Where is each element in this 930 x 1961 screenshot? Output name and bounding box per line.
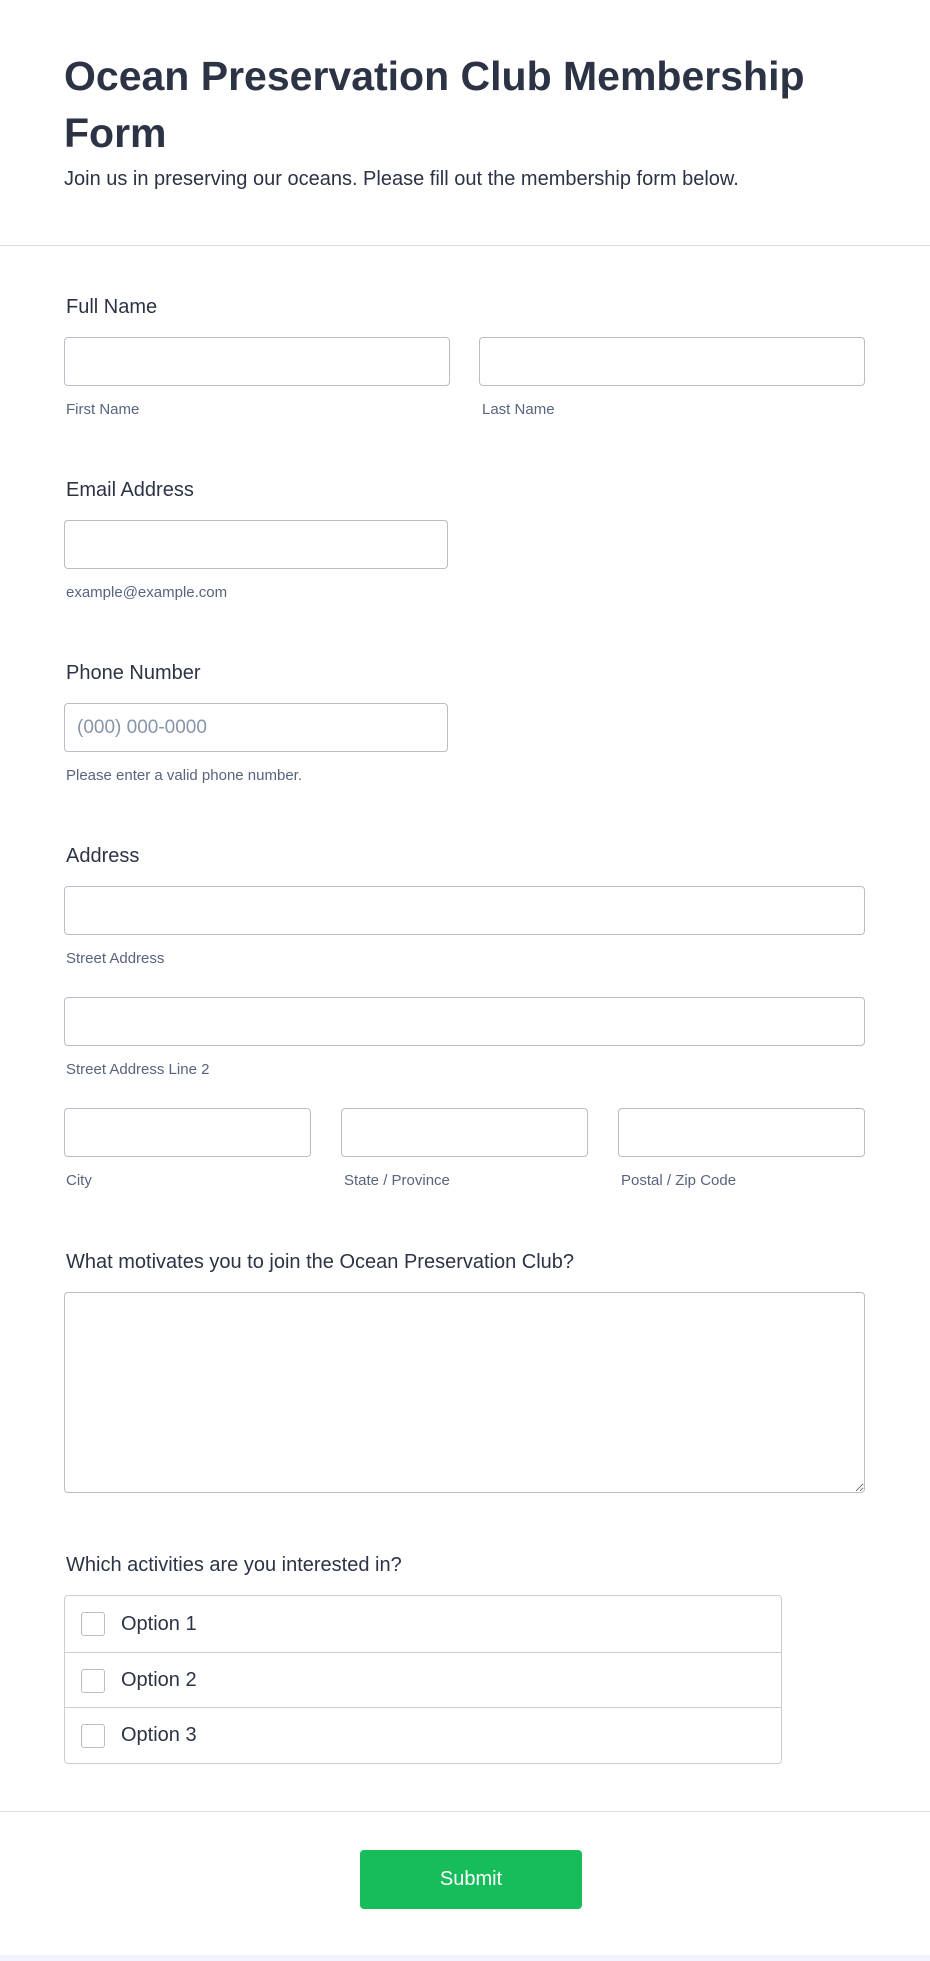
full-name-label: Full Name: [66, 296, 158, 318]
option-2-row[interactable]: [65, 1652, 781, 1708]
form-header: [0, 0, 930, 246]
city-sublabel: City: [66, 1172, 92, 1189]
email-label: Email Address: [66, 479, 194, 501]
option-2-label[interactable]: Option 2: [121, 1669, 197, 1691]
street-address-sublabel: Street Address: [66, 950, 165, 967]
option-3-label[interactable]: Option 3: [121, 1724, 197, 1746]
street-address-line2-input[interactable]: [64, 997, 865, 1046]
activities-label: Which activities are you interested in?: [66, 1554, 402, 1576]
phone-label: Phone Number: [66, 662, 201, 684]
motivation-textarea[interactable]: [64, 1292, 865, 1493]
state-sublabel: State / Province: [344, 1172, 450, 1189]
option-3-row[interactable]: [65, 1707, 781, 1763]
address-label: Address: [66, 845, 140, 867]
email-input[interactable]: [64, 520, 448, 569]
option-1-label[interactable]: Option 1: [121, 1612, 197, 1635]
street-address-line2-sublabel: Street Address Line 2: [66, 1061, 210, 1078]
option-3-checkbox[interactable]: [81, 1724, 105, 1748]
first-name-sublabel: First Name: [66, 401, 140, 418]
bottom-strip: [0, 1955, 930, 1961]
option-2-checkbox[interactable]: [81, 1669, 105, 1693]
form-subtitle: Join us in preserving our oceans. Please fill out the membership form below.: [64, 168, 739, 190]
email-sublabel: example@example.com: [66, 584, 228, 601]
phone-input[interactable]: [64, 703, 448, 752]
submit-button[interactable]: Submit: [360, 1850, 582, 1909]
footer-divider: [0, 1811, 930, 1812]
last-name-sublabel: Last Name: [482, 401, 555, 418]
zip-input[interactable]: [618, 1108, 865, 1157]
phone-sublabel: Please enter a valid phone number.: [66, 767, 302, 784]
option-1-checkbox[interactable]: [81, 1612, 105, 1636]
state-input[interactable]: [341, 1108, 588, 1157]
first-name-input[interactable]: [64, 337, 450, 386]
street-address-input[interactable]: [64, 886, 865, 935]
motivation-label: What motivates you to join the Ocean Preservation Club?: [66, 1251, 575, 1273]
zip-sublabel: Postal / Zip Code: [621, 1172, 737, 1189]
option-1-row[interactable]: [65, 1596, 781, 1652]
city-input[interactable]: [64, 1108, 311, 1157]
form-title: Ocean Preservation Club Membership Form: [64, 53, 805, 156]
activities-checkbox-group: [64, 1595, 782, 1764]
last-name-input[interactable]: [479, 337, 865, 386]
